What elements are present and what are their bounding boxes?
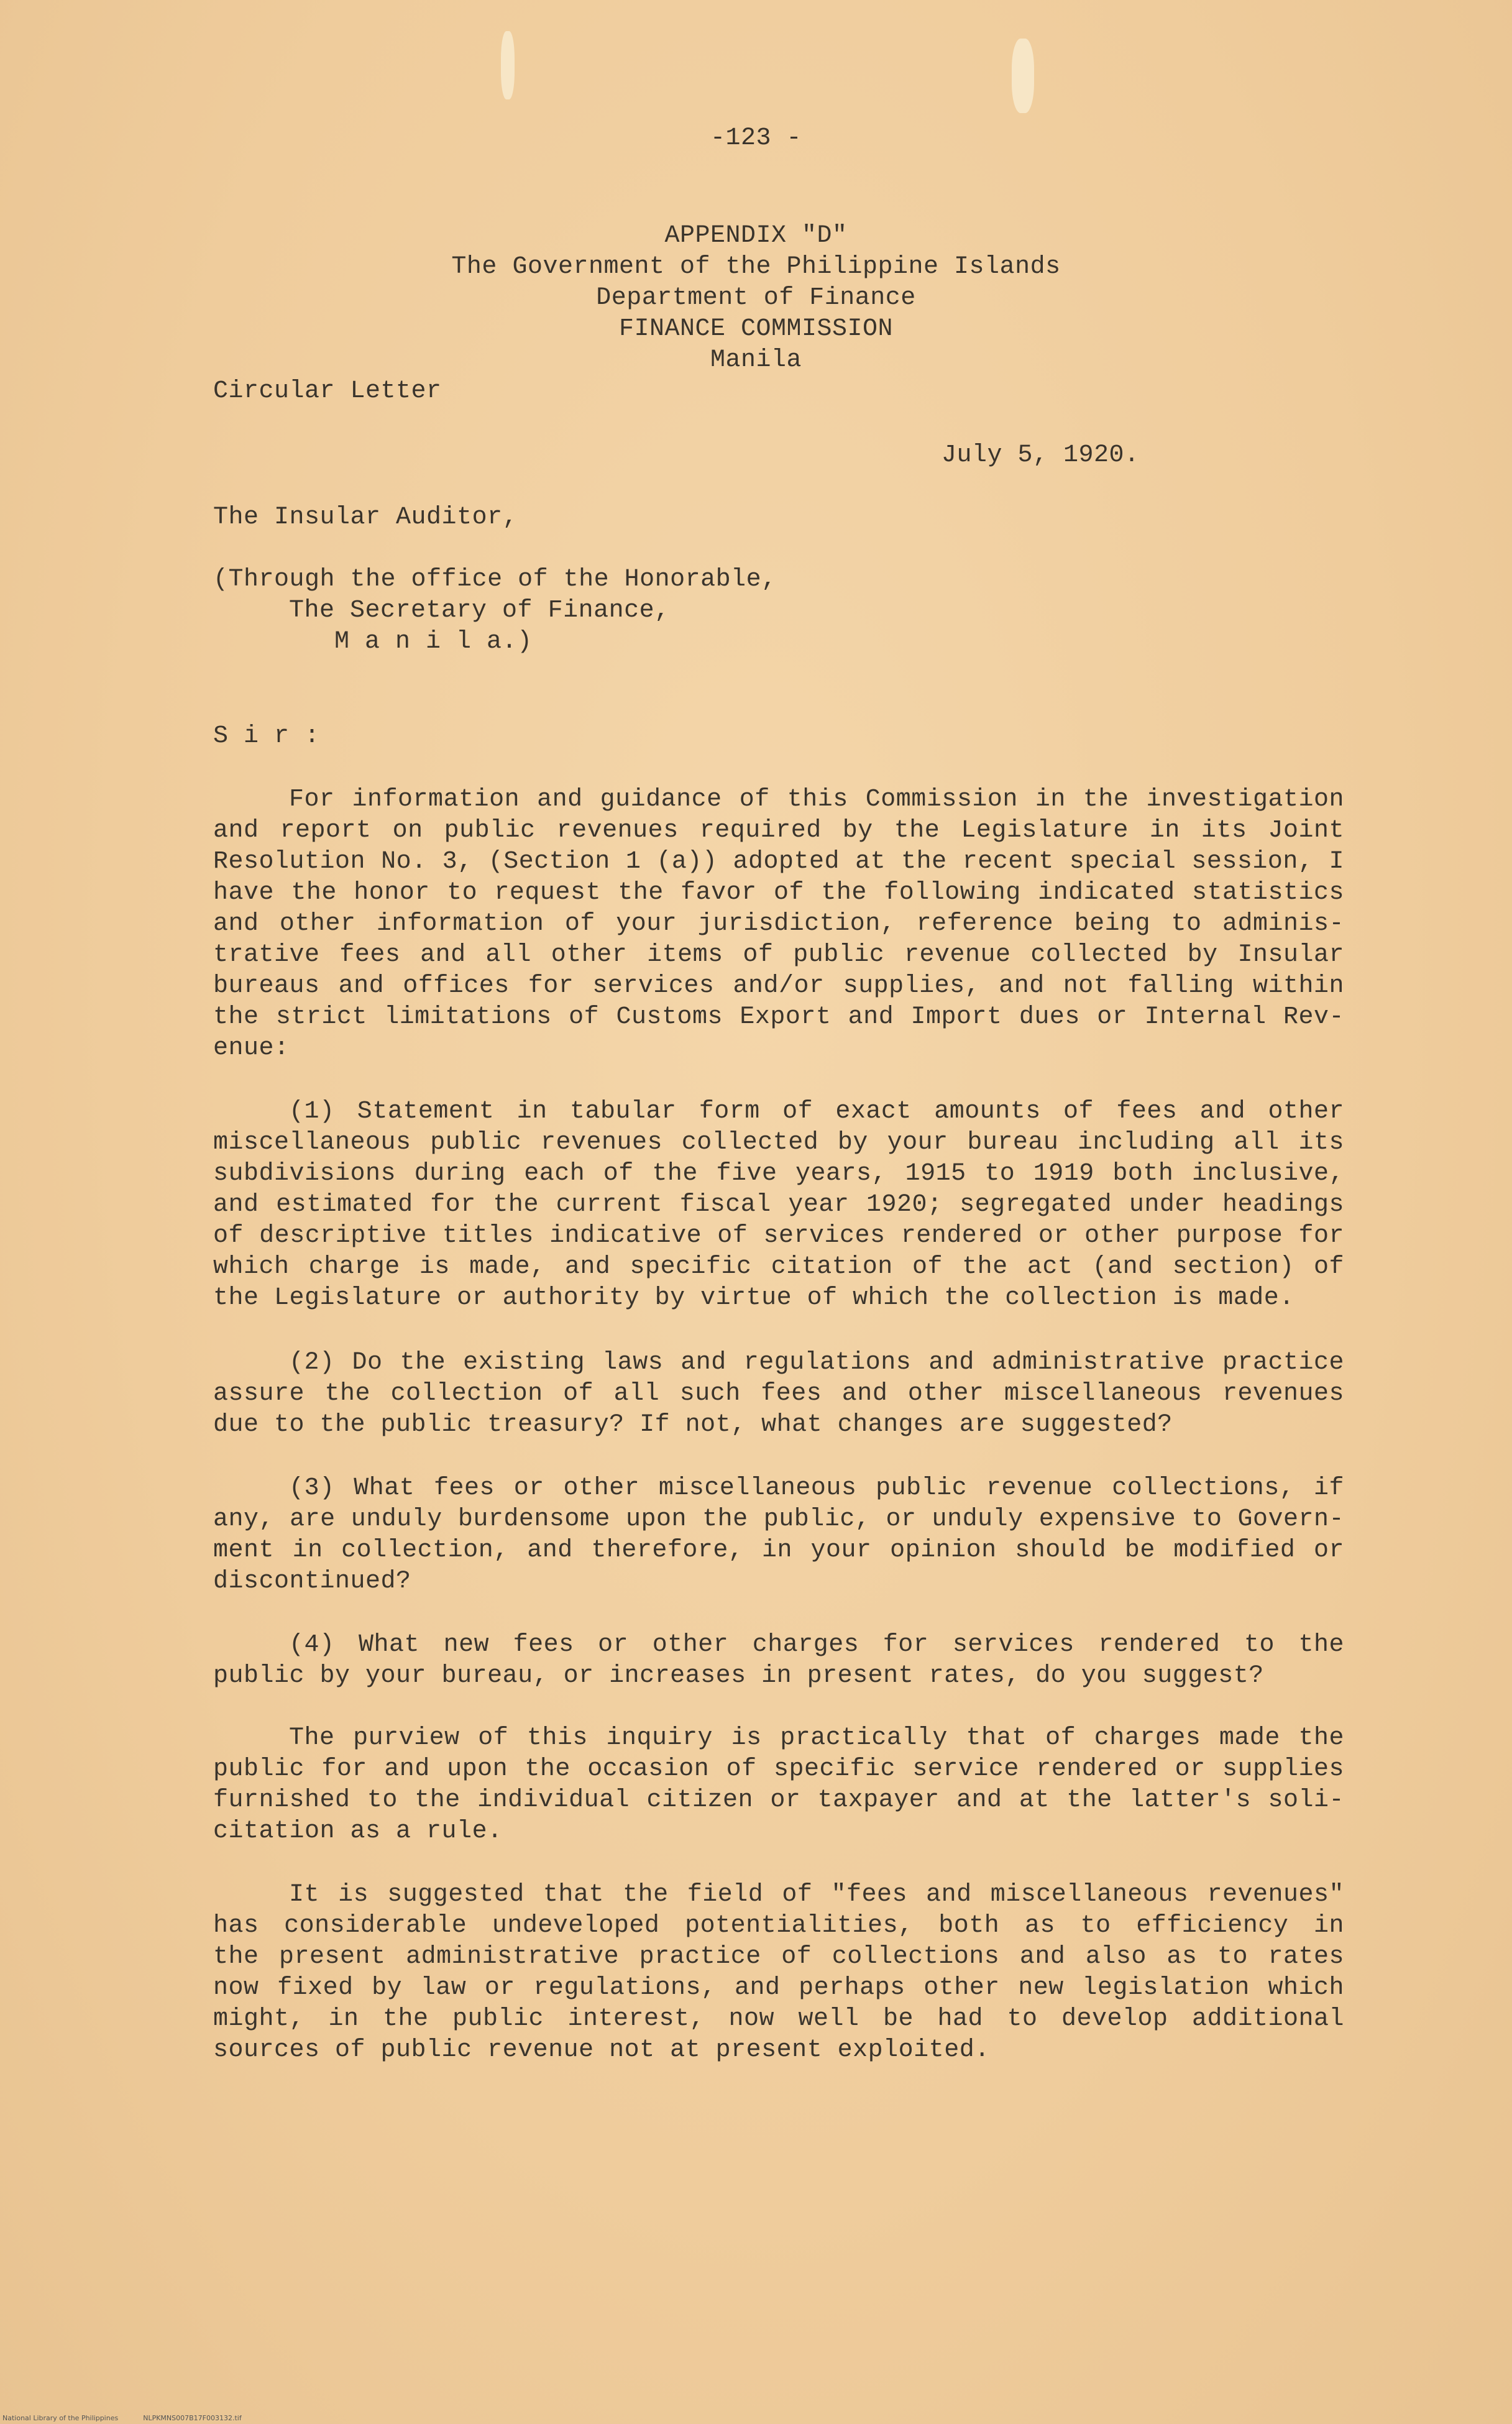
paragraph-line: sources of public revenue not at present exploited. <box>213 2036 990 2064</box>
paragraph-line: enue: <box>213 1034 290 1062</box>
file-id: NLPKMNS007B17F003132.tif <box>143 2414 242 2422</box>
paragraph-7 <box>213 1880 1344 2066</box>
addressee-line-1: The Insular Auditor, <box>213 503 518 531</box>
letter-type: Circular Letter <box>213 377 442 405</box>
library-name: National Library of the Philippines <box>2 2414 119 2422</box>
paragraph-line: the strict limitations of Customs Export and Import dues or Internal Rev- <box>213 1003 1344 1031</box>
paragraph-line: public by your bureau, or increases in present rates, do you suggest? <box>213 1662 1264 1690</box>
letter-date: July 5, 1920. <box>942 441 1140 469</box>
department-title: Department of Finance <box>596 284 916 312</box>
paragraph-3 <box>213 1347 1344 1441</box>
paragraph-line: any, are unduly burdensome upon the public, or unduly expensive to Govern- <box>213 1505 1344 1533</box>
appendix-title: APPENDIX "D" <box>664 222 848 250</box>
paragraph-line: have the honor to request the favor of the following indicated statistics <box>213 879 1344 907</box>
paragraph-line: miscellaneous public revenues collected by your bureau including all its <box>213 1129 1344 1157</box>
paragraph-line: citation as a rule. <box>213 1817 503 1845</box>
paragraph-line: of descriptive titles indicative of services rendered or other purpose for <box>213 1222 1344 1250</box>
paragraph-line: furnished to the individual citizen or taxpayer and at the latter's soli- <box>213 1786 1344 1814</box>
paragraph-line: public for and upon the occasion of specific service rendered or supplies <box>213 1755 1344 1783</box>
paragraph-1 <box>213 784 1344 1064</box>
paragraph-line: (1) Statement in tabular form of exact amounts of fees and other <box>289 1098 1344 1126</box>
addressee-line-3: The Secretary of Finance, <box>289 597 670 625</box>
paragraph-line: subdivisions during each of the five years, 1915 to 1919 both inclusive, <box>213 1160 1344 1188</box>
government-title: The Government of the Philippine Islands <box>451 253 1061 281</box>
salutation: S i r : <box>213 722 320 750</box>
paragraph-line: (2) Do the existing laws and regulations and administrative practice <box>289 1349 1344 1377</box>
paragraph-line: It is suggested that the field of "fees and miscellaneous revenues" <box>289 1881 1344 1909</box>
paragraph-line: and other information of your jurisdiction, reference being to adminis- <box>213 910 1344 938</box>
page-number: -123 - <box>710 124 802 152</box>
scan-footer <box>2 2414 267 2422</box>
paragraph-line: The purview of this inquiry is practically that of charges made the <box>289 1724 1344 1752</box>
addressee-line-2: (Through the office of the Honorable, <box>213 566 777 594</box>
paragraph-line: ment in collection, and therefore, in your opinion should be modified or <box>213 1536 1344 1564</box>
paragraph-2 <box>213 1096 1344 1314</box>
paragraph-line: discontinued? <box>213 1568 411 1595</box>
city-title: Manila <box>710 346 802 374</box>
paragraph-line: and estimated for the current fiscal year 1920; segregated under headings <box>213 1191 1344 1219</box>
paragraph-line: due to the public treasury? If not, what changes are suggested? <box>213 1411 1173 1439</box>
paragraph-5 <box>213 1630 1344 1692</box>
paragraph-line: which charge is made, and specific citation of the act (and section) of <box>213 1253 1344 1281</box>
paragraph-line: For information and guidance of this Commission in the investigation <box>289 786 1344 814</box>
paragraph-line: now fixed by law or regulations, and perhaps other new legislation which <box>213 1974 1344 2002</box>
paragraph-line: (4) What new fees or other charges for services rendered to the <box>289 1631 1344 1659</box>
paragraph-line: the Legislature or authority by virtue of which the collection is made. <box>213 1284 1294 1312</box>
paragraph-6 <box>213 1723 1344 1847</box>
commission-title: FINANCE COMMISSION <box>618 315 894 343</box>
paragraph-line: Resolution No. 3, (Section 1 (a)) adopted at the recent special session, I <box>213 848 1344 876</box>
addressee-line-4: M a n i l a.) <box>334 628 533 656</box>
paragraph-line: assure the collection of all such fees and other miscellaneous revenues <box>213 1380 1344 1408</box>
paragraph-line: the present administrative practice of collections and also as to rates <box>213 1943 1344 1971</box>
paragraph-line: trative fees and all other items of public revenue collected by Insular <box>213 941 1344 969</box>
paragraph-line: and report on public revenues required by the Legislature in its Joint <box>213 817 1344 845</box>
paragraph-line: has considerable undeveloped potentialities, both as to efficiency in <box>213 1912 1344 1940</box>
paragraph-line: bureaus and offices for services and/or supplies, and not falling within <box>213 972 1344 1000</box>
paragraph-line: might, in the public interest, now well be had to develop additional <box>213 2005 1344 2033</box>
staple-mark-left <box>501 31 515 99</box>
paragraph-4 <box>213 1473 1344 1597</box>
paragraph-line: (3) What fees or other miscellaneous public revenue collections, if <box>289 1474 1344 1502</box>
staple-mark-right <box>1012 39 1034 113</box>
